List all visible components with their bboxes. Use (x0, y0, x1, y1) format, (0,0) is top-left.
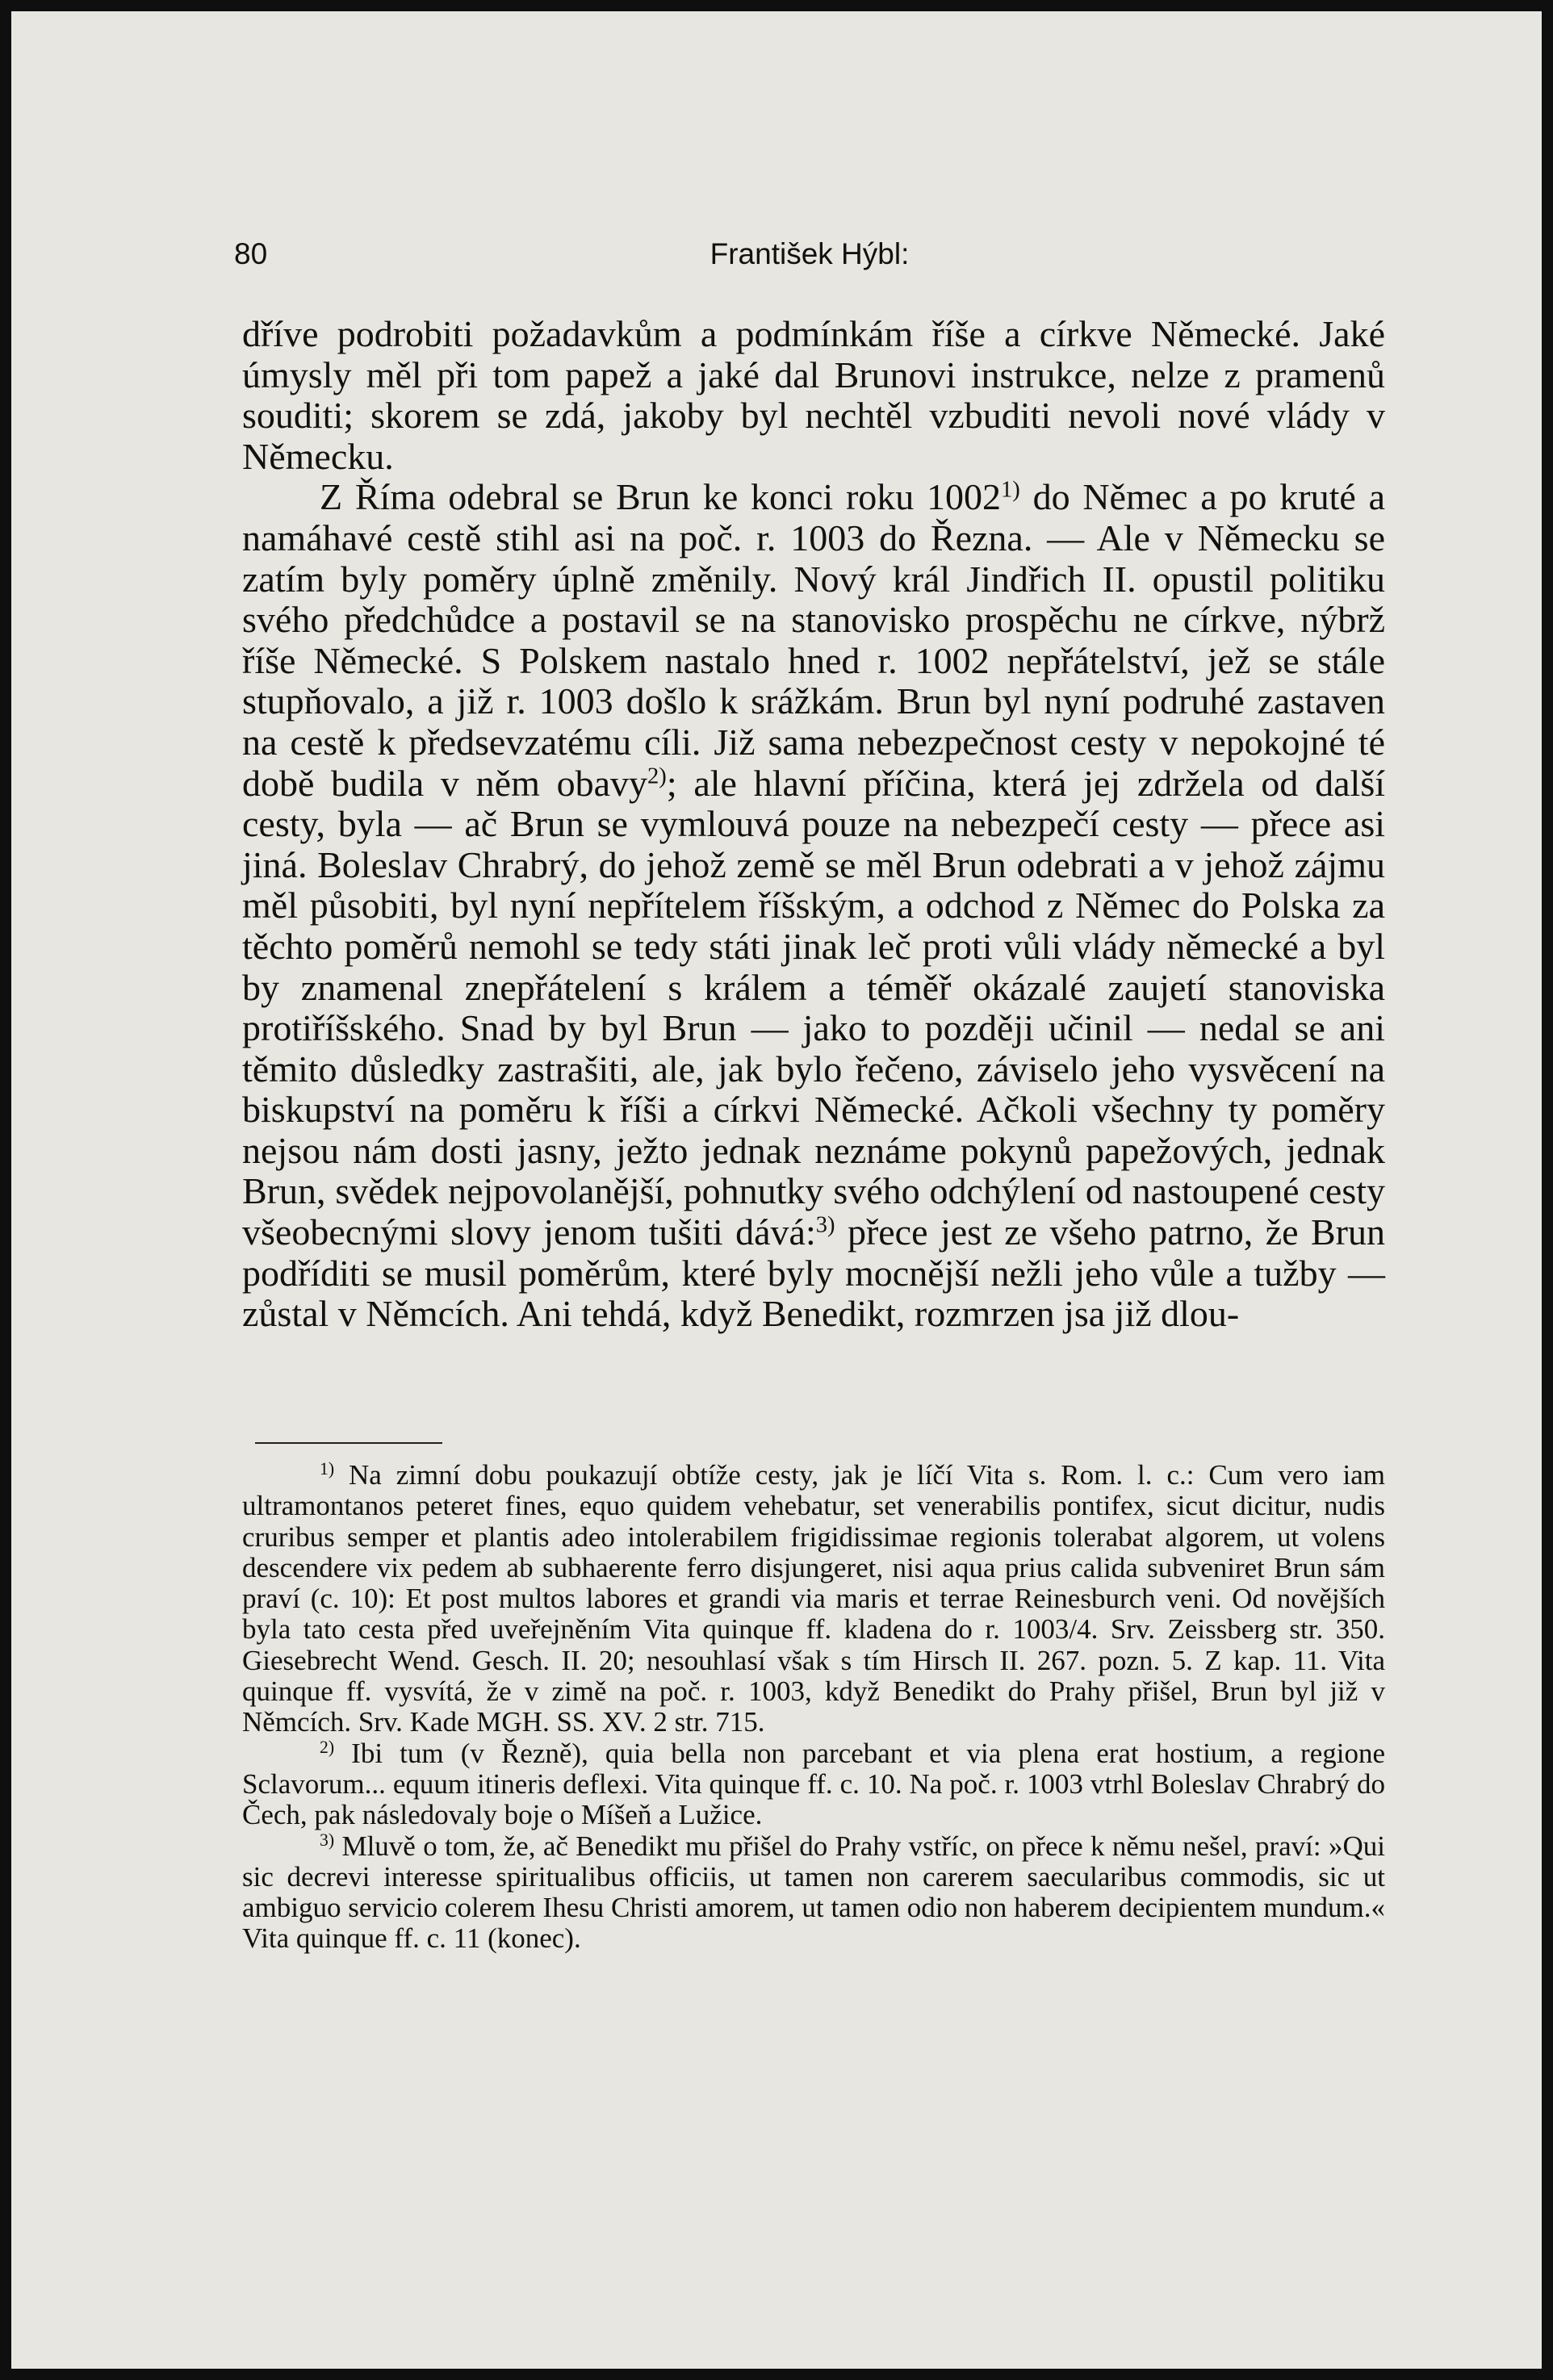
footnote-marker: 2) (320, 1737, 335, 1757)
footnote-text: Mluvě o tom, že, ač Benedikt mu přišel do Prahy vstříc, on přece k němu nešel, praví: »Qui sic decrevi interesse spiritualibus officiis, ut tamen non carerem saecularibus commodis, sic ut ambiguo servicio colerem Ihesu Christi amorem, ut tamen odio non haberem decipientem mundum.« Vita quinque ff. c. 11 (konec). (242, 1830, 1385, 1955)
footnote-marker: 1) (320, 1459, 335, 1479)
paragraph-text: přece jest ze všeho patrno, že Brun podříditi se musil poměrům, které byly mocnější nežli jeho vůle a tužby — zůstal v Němcích. Ani tehdá, když Benedikt, rozmrzen jsa již dlou- (242, 1211, 1385, 1335)
paragraph-text: ; ale hlavní příčina, která jej zdržela od další cesty, byla — ač Brun se vymlouvá pouze na nebezpečí cesty — přece asi jiná. Boleslav Chrabrý, do jehož země se měl Brun odebrati a v jehož zájmu měl působiti, byl nyní nepřítelem říšským, a odchod z Němec do Polska za těchto poměrů nemohl se tedy státi jinak leč proti vůli vlády německé a byl by znamenal znepřátelení s králem a téměř okázalé zaujetí stanoviska protiříšského. Snad by byl Brun — jako to později učinil — nedal se ani těmito důsledky zastrašiti, ale, jak bylo řečeno, záviselo jeho vysvěcení na biskupství na poměru k říši a církvi Německé. Ačkoli všechny ty poměry nejsou nám dosti jasny, ježto jednak neznáme pokynů papežových, jednak Brun, svědek nejpovolanější, pohnutky svého odchýlení od nastoupené cesty všeobecnými slovy jenom tušiti dává: (242, 762, 1386, 1253)
body-text (242, 314, 1385, 1335)
footnote-marker: 3) (320, 1830, 335, 1850)
footnote-text: Na zimní dobu poukazují obtíže cesty, jak je líčí Vita s. Rom. l. c.: Cum vero iam ultramontanos peteret fines, equo quidem vehebatur, set venerabilis pontifex, sicut dicitur, nudis cruribus semper et plantis adeo intolerabilem frigidissimae regionis tolerabat algorem, ut volens descendere vix pedem ab subhaerente ferro disjungeret, nisi aqua prius calida subveniret Brun sám praví (c. 10): Et post multos labores et grandi via maris et terrae Reinesburch veni. Od novějších byla tato cesta před uveřejněním Vita quinque ff. kladena do r. 1003/4. Srv. Zeissberg str. 350. Giesebrecht Wend. Gesch. II. 20; nesouhlasí však s tím Hirsch II. 267. pozn. 5. Z kap. 11. Vita quinque ff. vysvítá, že v zimě na poč. r. 1003, když Benedikt do Prahy přišel, Brun byl již v Němcích. Srv. Kade MGH. SS. XV. 2 str. 715. (242, 1459, 1385, 1738)
scanned-page (11, 11, 1542, 2369)
footnote-text: Ibi tum (v Řezně), quia bella non parcebant et via plena erat hostium, a regione Sclavorum... equum itineris deflexi. Vita quinque ff. c. 10. Na poč. r. 1003 vtrhl Boleslav Chrabrý do Čech, pak následovaly boje o Míšeň a Lužice. (242, 1737, 1385, 1831)
footnotes (242, 1460, 1385, 1955)
footnote-ref: 3) (815, 1212, 835, 1238)
footnote-ref: 1) (1001, 477, 1020, 503)
paragraph (242, 314, 1385, 477)
footnote (242, 1460, 1385, 1738)
footnote (242, 1831, 1385, 1955)
paragraph (242, 477, 1385, 1334)
running-head: František Hýbl: (710, 237, 910, 270)
paragraph-text: dříve podrobiti požadavkům a podmínkám říše a církve Německé. Jaké úmysly měl při tom papež a jaké dal Brunovi instrukce, nelze z pramenů souditi; skorem se zdá, jakoby byl nechtěl vzbuditi nevoli nové vlády v Německu. (242, 313, 1385, 477)
footnote-separator (255, 1442, 442, 1444)
footnote (242, 1738, 1385, 1831)
page-number: 80 (234, 237, 268, 270)
paragraph-text: do Němec a po kruté a namáhavé cestě stihl asi na poč. r. 1003 do Řezna. — Ale v Německu se zatím byly poměry úplně změnily. Nový král Jindřich II. opustil politiku svého předchůdce a postavil se na stanovisko prospěchu ne církve, nýbrž říše Německé. S Polskem nastalo hned r. 1002 nepřátelství, jež se stále stupňovalo, a již r. 1003 došlo k srážkám. Brun byl nyní podruhé zastaven na cestě k předsevzatému cíli. Již sama nebezpečnost cesty v nepokojné té době budila v něm obavy (242, 476, 1385, 804)
footnote-ref: 2) (647, 763, 667, 788)
page-header (234, 237, 1385, 282)
paragraph-text: Z Říma odebral se Brun ke konci roku 1002 (320, 476, 1002, 518)
